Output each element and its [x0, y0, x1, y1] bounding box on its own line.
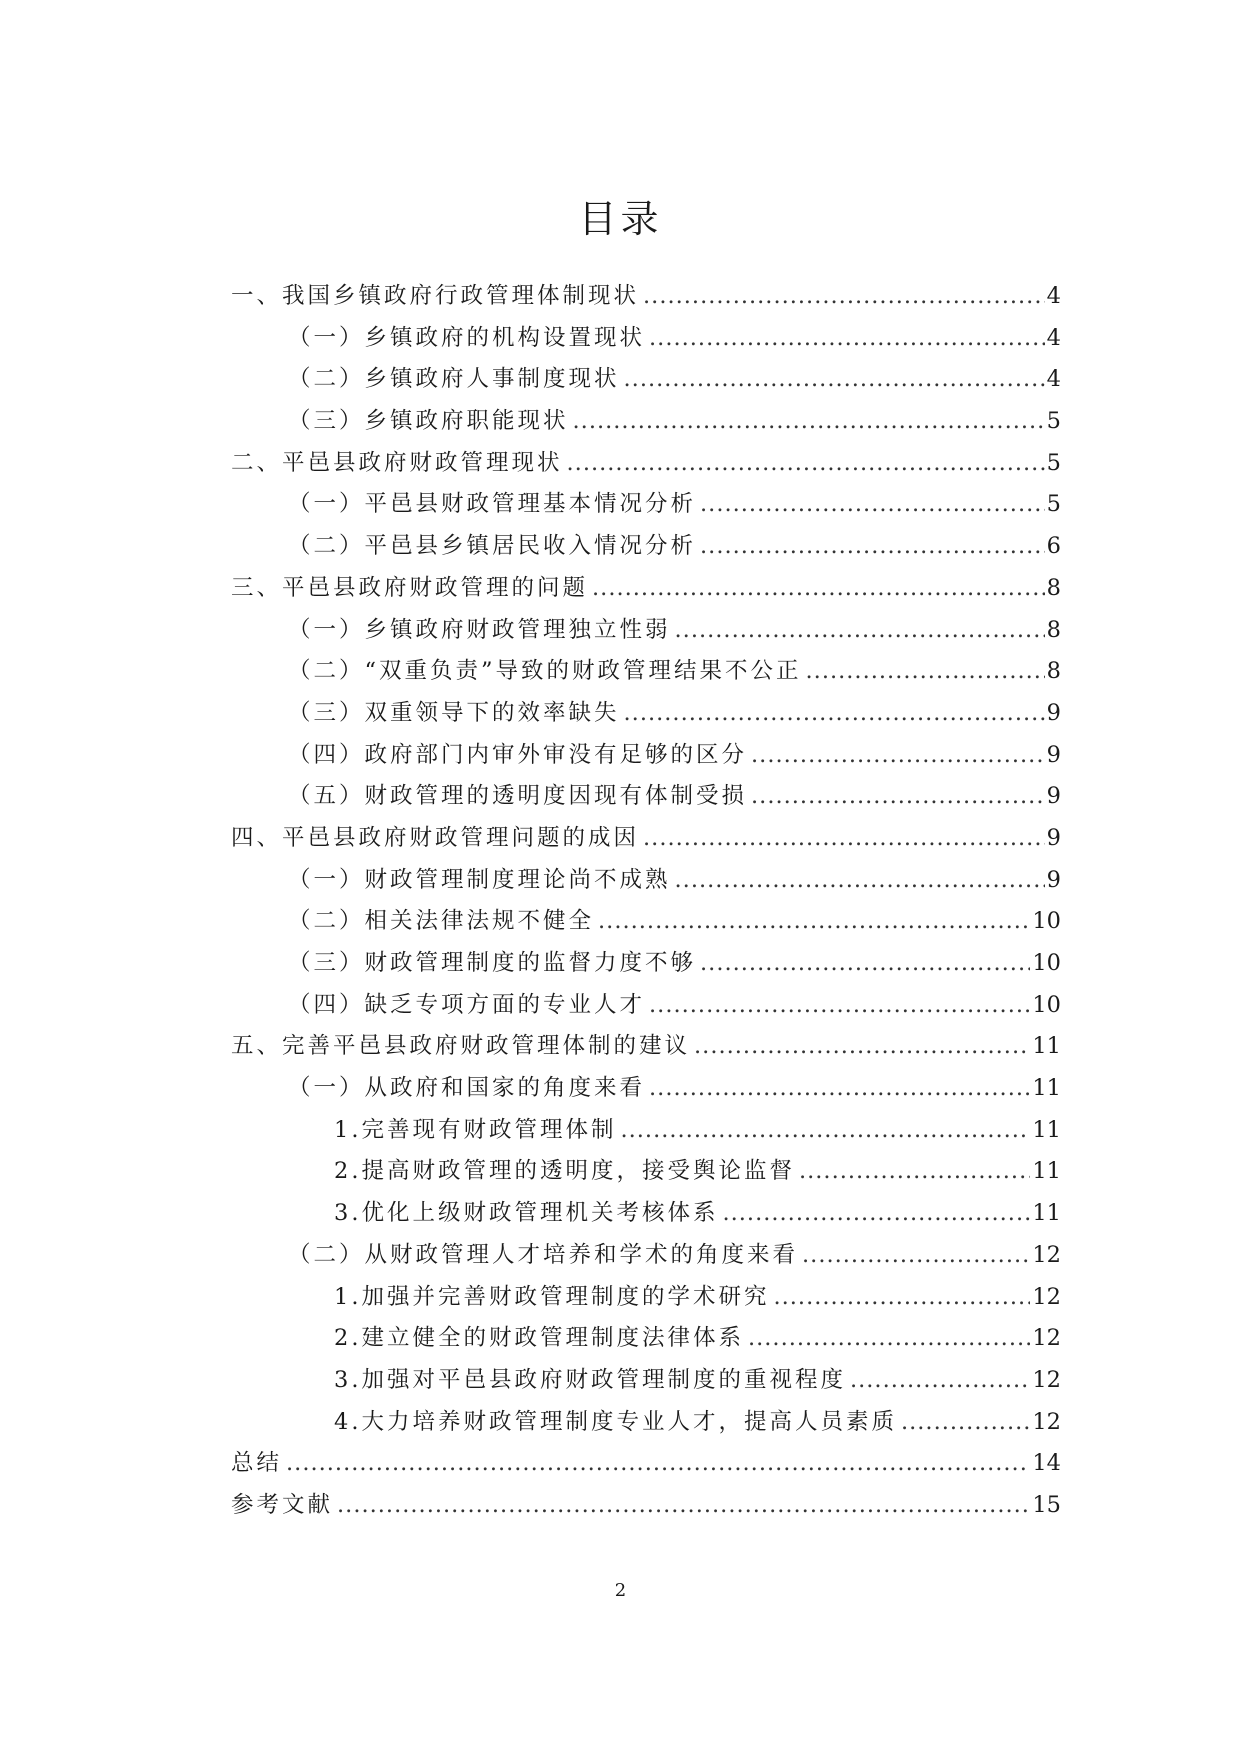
toc-entry[interactable] — [231, 568, 1061, 610]
toc-entry[interactable] — [231, 860, 1061, 902]
dot-leader — [643, 818, 1045, 860]
toc-entry-label: （四）缺乏专项方面的专业人才 — [288, 991, 646, 1018]
toc-entry-page: 12 — [1032, 1241, 1061, 1268]
toc-entry[interactable] — [231, 1318, 1061, 1360]
toc-entry-label: （四）政府部门内审外审没有足够的区分 — [288, 741, 748, 768]
toc-entry[interactable] — [231, 1068, 1061, 1110]
page-number: 2 — [614, 1580, 627, 1601]
dot-leader — [773, 1277, 1030, 1319]
dot-leader — [901, 1402, 1030, 1444]
toc-entry[interactable] — [231, 1277, 1061, 1319]
toc-entry-label: （一）乡镇政府财政管理独立性弱 — [288, 616, 671, 643]
table-of-contents — [231, 276, 1061, 1527]
toc-entry-label: （一）乡镇政府的机构设置现状 — [288, 324, 646, 351]
dot-leader — [286, 1443, 1030, 1485]
toc-entry-page: 4 — [1046, 283, 1061, 309]
toc-entry-page: 9 — [1046, 699, 1061, 726]
toc-entry-label: 总结 — [231, 1450, 283, 1477]
toc-entry-page: 9 — [1046, 824, 1061, 851]
toc-entry-label: 3.加强对平邑县政府财政管理制度的重视程度 — [334, 1366, 846, 1393]
toc-entry-label: 4.大力培养财政管理制度专业人才，提高人员素质 — [334, 1408, 897, 1435]
toc-entry[interactable] — [231, 1026, 1061, 1068]
toc-entry-label: （一）平邑县财政管理基本情况分析 — [288, 491, 697, 518]
dot-leader — [337, 1485, 1030, 1527]
toc-entry-label: 四、平邑县政府财政管理问题的成因 — [231, 824, 640, 851]
toc-entry-page: 4 — [1046, 366, 1061, 393]
toc-entry-label: 2.提高财政管理的透明度，接受舆论监督 — [334, 1158, 795, 1185]
toc-entry[interactable] — [231, 1151, 1061, 1193]
dot-leader — [700, 943, 1030, 985]
toc-entry-label: 2.建立健全的财政管理制度法律体系 — [334, 1325, 744, 1352]
toc-entry[interactable] — [231, 1193, 1061, 1235]
toc-entry-label: （三）乡镇政府职能现状 — [288, 408, 569, 435]
toc-entry[interactable] — [231, 651, 1061, 693]
dot-leader — [850, 1360, 1030, 1402]
dot-leader — [620, 1110, 1030, 1152]
toc-entry[interactable] — [231, 818, 1061, 860]
toc-entry-page: 15 — [1032, 1491, 1061, 1518]
toc-entry-page: 11 — [1032, 1158, 1061, 1185]
toc-entry[interactable] — [231, 610, 1061, 652]
toc-entry-page: 11 — [1032, 1033, 1061, 1060]
toc-entry-page: 8 — [1046, 574, 1061, 601]
toc-entry[interactable] — [231, 318, 1061, 360]
dot-leader — [675, 610, 1045, 652]
toc-entry-page: 8 — [1046, 658, 1061, 685]
toc-entry-page: 9 — [1046, 866, 1061, 893]
toc-entry[interactable] — [231, 1235, 1061, 1277]
dot-leader — [802, 1235, 1030, 1277]
dot-leader — [722, 1193, 1030, 1235]
toc-entry-page: 12 — [1032, 1325, 1061, 1352]
dot-leader — [624, 693, 1045, 735]
page-title: 目录 — [578, 197, 663, 241]
toc-entry[interactable] — [231, 985, 1061, 1027]
dot-leader — [694, 1026, 1030, 1068]
toc-entry[interactable] — [231, 693, 1061, 735]
toc-entry-page: 12 — [1032, 1283, 1061, 1310]
toc-entry[interactable] — [231, 526, 1061, 568]
toc-entry-label: 五、完善平邑县政府财政管理体制的建议 — [231, 1033, 691, 1060]
toc-entry[interactable] — [231, 401, 1061, 443]
toc-entry-label: 三、平邑县政府财政管理的问题 — [231, 574, 589, 601]
toc-entry-page: 10 — [1032, 908, 1061, 935]
toc-entry[interactable] — [231, 484, 1061, 526]
toc-entry-label: （二）乡镇政府人事制度现状 — [288, 366, 620, 393]
toc-entry[interactable] — [231, 1485, 1061, 1527]
toc-entry-label: 二、平邑县政府财政管理现状 — [231, 449, 563, 476]
toc-entry-label: 1.完善现有财政管理体制 — [334, 1116, 617, 1143]
dot-leader — [649, 985, 1030, 1027]
dot-leader — [643, 276, 1045, 318]
toc-entry-page: 11 — [1032, 1116, 1061, 1143]
toc-entry-page: 8 — [1046, 616, 1061, 643]
toc-entry-label: （一）财政管理制度理论尚不成熟 — [288, 866, 671, 893]
toc-entry-label: （二）从财政管理人才培养和学术的角度来看 — [288, 1241, 799, 1268]
dot-leader — [573, 401, 1045, 443]
toc-entry-page: 12 — [1032, 1408, 1061, 1435]
toc-entry[interactable] — [231, 1443, 1061, 1485]
toc-entry[interactable] — [231, 776, 1061, 818]
toc-entry-page: 9 — [1046, 741, 1061, 768]
dot-leader — [700, 484, 1045, 526]
toc-entry[interactable] — [231, 276, 1061, 318]
dot-leader — [624, 359, 1045, 401]
dot-leader — [649, 1068, 1030, 1110]
toc-entry-label: （二）相关法律法规不健全 — [288, 908, 595, 935]
toc-entry-label: 3.优化上级财政管理机关考核体系 — [334, 1200, 719, 1227]
toc-entry[interactable] — [231, 1402, 1061, 1444]
toc-entry[interactable] — [231, 901, 1061, 943]
toc-entry[interactable] — [231, 943, 1061, 985]
toc-entry[interactable] — [231, 443, 1061, 485]
toc-entry-label: 1.加强并完善财政管理制度的学术研究 — [334, 1283, 770, 1310]
toc-entry-label: （三）财政管理制度的监督力度不够 — [288, 950, 697, 976]
toc-entry-label: （一）从政府和国家的角度来看 — [288, 1075, 646, 1102]
toc-entry[interactable] — [231, 1110, 1061, 1152]
toc-entry[interactable] — [231, 1360, 1061, 1402]
toc-entry-page: 5 — [1046, 408, 1061, 435]
dot-leader — [592, 568, 1045, 610]
toc-entry-label: （五）财政管理的透明度因现有体制受损 — [288, 783, 748, 810]
toc-entry-page: 11 — [1032, 1075, 1061, 1102]
toc-entry[interactable] — [231, 735, 1061, 777]
toc-entry-page: 4 — [1046, 324, 1061, 351]
toc-entry-page: 12 — [1032, 1366, 1061, 1393]
dot-leader — [751, 776, 1045, 818]
dot-leader — [799, 1151, 1030, 1193]
toc-entry-page: 5 — [1046, 491, 1061, 518]
toc-entry-label: （二）平邑县乡镇居民收入情况分析 — [288, 533, 697, 560]
dot-leader — [675, 860, 1045, 902]
dot-leader — [806, 651, 1045, 693]
toc-entry[interactable] — [231, 359, 1061, 401]
toc-entry-page: 11 — [1032, 1200, 1061, 1227]
toc-entry-page: 5 — [1046, 449, 1061, 476]
toc-entry-page: 14 — [1032, 1450, 1061, 1477]
toc-entry-label: （二）“双重负责”导致的财政管理结果不公正 — [288, 658, 802, 685]
dot-leader — [700, 526, 1045, 568]
toc-entry-page: 10 — [1032, 991, 1061, 1018]
toc-entry-page: 6 — [1046, 533, 1061, 560]
dot-leader — [748, 1318, 1030, 1360]
toc-entry-label: 一、我国乡镇政府行政管理体制现状 — [231, 283, 640, 309]
dot-leader — [598, 901, 1030, 943]
toc-entry-page: 10 — [1032, 950, 1061, 976]
dot-leader — [649, 318, 1045, 360]
toc-entry-page: 9 — [1046, 783, 1061, 810]
dot-leader — [751, 735, 1045, 777]
toc-entry-label: （三）双重领导下的效率缺失 — [288, 699, 620, 726]
dot-leader — [567, 443, 1045, 485]
toc-entry-label: 参考文献 — [231, 1491, 334, 1518]
